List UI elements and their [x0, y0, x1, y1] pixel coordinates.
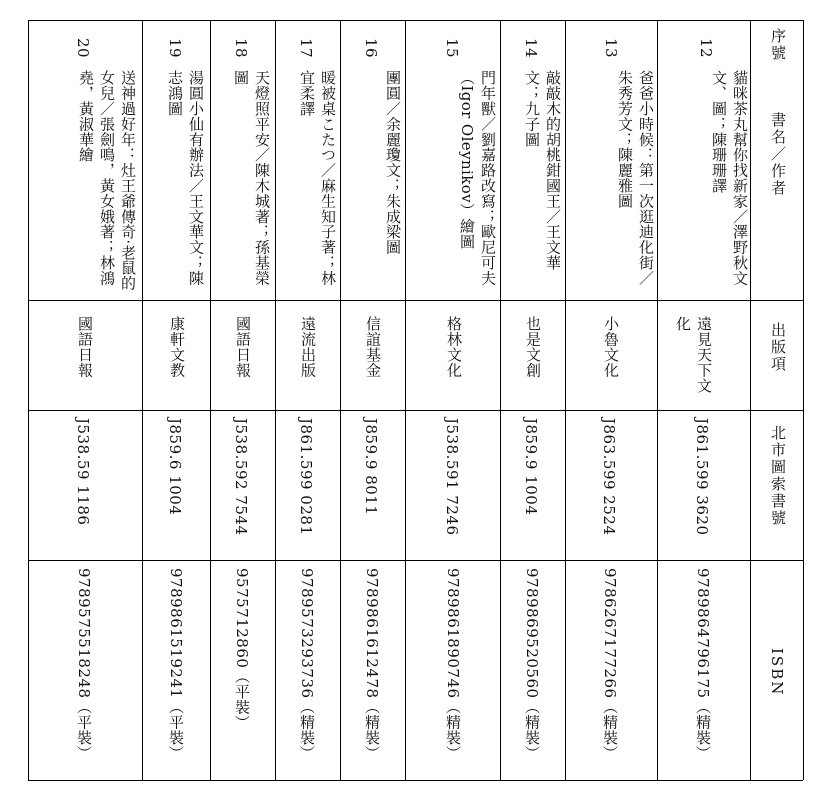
row-publisher: 國語日報 [76, 316, 94, 378]
row-isbn: 9575712860（平裝） [233, 568, 251, 731]
row-seq: 14 [522, 38, 540, 59]
row-seq: 15 [443, 38, 461, 59]
row-divider [500, 20, 501, 780]
row-isbn: 9789861612478（精裝） [363, 568, 381, 761]
header-isbn: ISBN [768, 648, 786, 697]
row-call-number: J863.599 2524 [600, 418, 618, 536]
row-seq: 13 [602, 38, 620, 59]
row-title-author: 暖被桌こたつ／麻生知子著；林宜柔譯 [298, 70, 337, 286]
row-title-author: 貓咪茶丸幫你找新家／澤野秋文文、圖；陳珊珊譯 [710, 70, 749, 286]
table-border-right [803, 20, 804, 780]
row-call-number: J538.592 7544 [232, 418, 250, 536]
row-isbn: 9789861890746（精裝） [444, 568, 462, 761]
row-seq: 20 [74, 38, 92, 59]
row-seq: 16 [362, 38, 380, 59]
row-call-number: J859.9 1004 [522, 418, 540, 516]
row-divider [210, 20, 211, 780]
row-divider [340, 20, 341, 780]
row-isbn: 9789861519241（平裝） [167, 568, 185, 761]
row-title-author: 送神過好年：灶王爺傳奇‧老鼠的女兒／張劍鳴，黃女娥著；林鴻堯，黃淑華繪 [77, 70, 137, 291]
row-call-number: J538.591 7246 [443, 418, 461, 536]
row-divider [405, 20, 406, 780]
row-title-author: 敲敲木的胡桃鉗國王／王文華文；九子圖 [523, 70, 562, 271]
row-title-author: 天燈照平安／陳木城著；孫基榮圖 [232, 70, 271, 286]
row-isbn: 9789573293736（精裝） [298, 568, 316, 761]
row-seq: 17 [297, 38, 315, 59]
row-publisher: 遠見天下文化 [674, 316, 713, 393]
row-seq: 19 [166, 38, 184, 59]
row-publisher: 信誼基金 [364, 316, 382, 378]
row-divider [275, 20, 276, 780]
row-publisher: 遠流出版 [299, 316, 317, 378]
header-title-author: 書名／作者 [769, 112, 787, 197]
row-title-author: 門年獸／劉嘉路改寫；歐尼可夫（Igor Oleynikov）繪圖 [458, 70, 497, 286]
row-isbn: 9789864796175（精裝） [694, 568, 712, 761]
row-seq: 18 [232, 38, 250, 59]
row-publisher: 康軒文教 [168, 316, 186, 378]
row-title-author: 爸爸小時候：第一次逛迪化街／朱秀芳文；陳麗雅圖 [616, 70, 655, 286]
row-isbn: 9789869520560（精裝） [523, 568, 541, 761]
row-divider [565, 20, 566, 780]
row-divider [657, 20, 658, 780]
table-divider-isbn [28, 560, 803, 561]
row-call-number: J861.599 0281 [297, 418, 315, 536]
header-publisher: 出版項 [769, 322, 787, 373]
row-publisher: 也是文創 [524, 316, 542, 378]
row-title-author: 團圓／余麗瓊文；朱成梁圖 [384, 70, 402, 255]
row-isbn: 9789575518248（平裝） [75, 568, 93, 761]
table-border-top [28, 20, 803, 21]
header-seq: 序號 [769, 28, 787, 62]
row-call-number: J859.9 8011 [362, 418, 380, 516]
header-call-number: 北市圖索書號 [769, 425, 787, 527]
row-seq: 12 [697, 38, 715, 59]
row-call-number: J859.6 1004 [166, 418, 184, 516]
row-isbn: 9786267177266（精裝） [601, 568, 619, 761]
table-divider-callno [28, 410, 803, 411]
table-border-left [28, 20, 29, 780]
table-border-bottom [28, 780, 803, 781]
row-publisher: 小魯文化 [602, 316, 620, 378]
row-divider [142, 20, 143, 780]
row-call-number: J861.599 3620 [693, 418, 711, 536]
row-publisher: 國語日報 [234, 316, 252, 378]
row-title-author: 湯圓小仙有辦法／王文華文；陳志鴻圖 [166, 70, 205, 286]
row-divider-header [750, 20, 751, 780]
table-divider-publisher [28, 300, 803, 301]
row-call-number: J538.59 1186 [74, 418, 92, 526]
row-publisher: 格林文化 [445, 316, 463, 378]
